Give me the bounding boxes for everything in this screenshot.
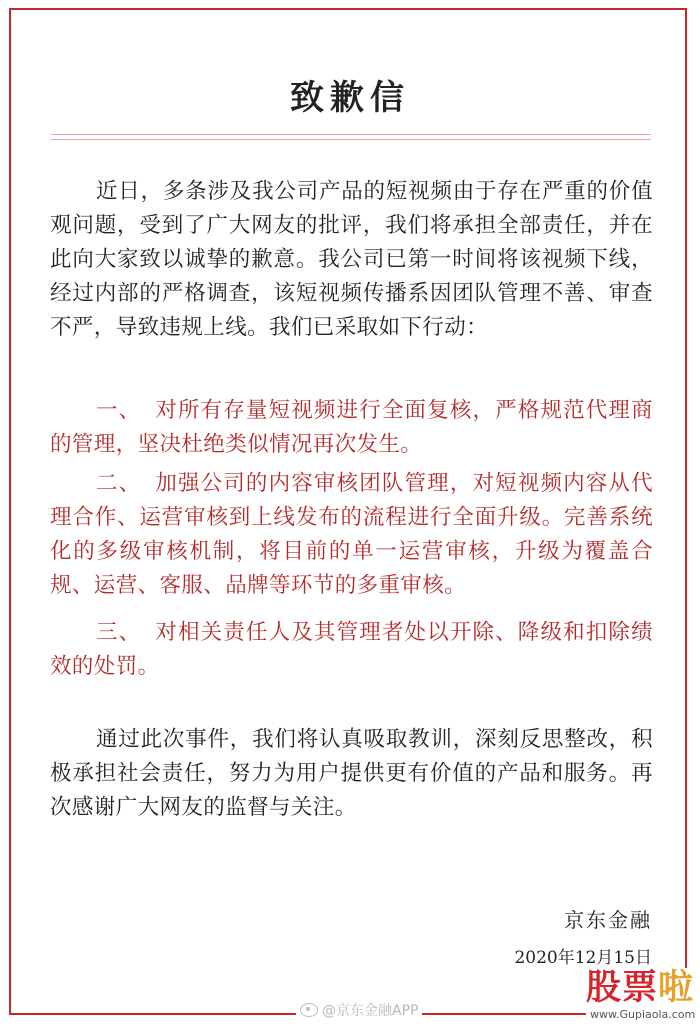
letter-date: 2020年12月15日 <box>514 948 652 968</box>
site-logo-mark-main: 股票 <box>586 968 659 1008</box>
weibo-icon <box>300 1003 318 1017</box>
action-text: 加强公司的内容审核团队管理，对短视频内容从代理合作、运营审核到上线发布的流程进行全面升级。完善系统化的多级审核机制，将目前的单一运营审核，升级为覆盖合规、运营、客服、品牌等环节的多重审核。 <box>50 471 653 598</box>
action-text: 对所有存量短视频进行全面复核，严格规范代理商的管理，坚决杜绝类似情况再次发生。 <box>50 398 653 457</box>
action-item-1 <box>50 394 653 462</box>
closing-paragraph: 通过此次事件，我们将认真吸取教训，深刻反思整改，积极承担社会责任，努力为用户提供更有价值的产品和服务。再次感谢广大网友的监督与关注。 <box>50 727 653 820</box>
action-number: 二、 <box>96 471 142 496</box>
action-number: 一、 <box>96 398 142 423</box>
site-logo-mark <box>586 968 694 1008</box>
intro-paragraph: 近日，多条涉及我公司产品的短视频由于存在严重的价值观问题，受到了广大网友的批评，我们将承担全部责任，并在此向大家致以诚挚的歉意。我公司已第一时间将该视频下线，经过内部的严格调查，该短视频传播系因团队管理不善、审查不严，导致违规上线。我们已采取如下行动： <box>50 179 653 340</box>
site-logo-domain: www.Gupiaola.com <box>590 1008 696 1021</box>
action-number: 三、 <box>96 620 142 645</box>
title-divider-top <box>51 134 651 135</box>
action-item-3 <box>50 616 653 684</box>
title-divider-bottom <box>51 139 651 140</box>
action-item-2 <box>50 467 653 603</box>
site-logo-mark-last: 啦 <box>658 968 695 1008</box>
letter-title: 致歉信 <box>290 78 410 118</box>
site-logo <box>586 968 696 1024</box>
watermark-text: @京东金融APP <box>322 1003 419 1019</box>
action-text: 对相关责任人及其管理者处以开除、降级和扣除绩效的处罚。 <box>50 620 653 679</box>
weibo-watermark <box>296 1000 422 1020</box>
signature: 京东金融 <box>564 908 652 932</box>
